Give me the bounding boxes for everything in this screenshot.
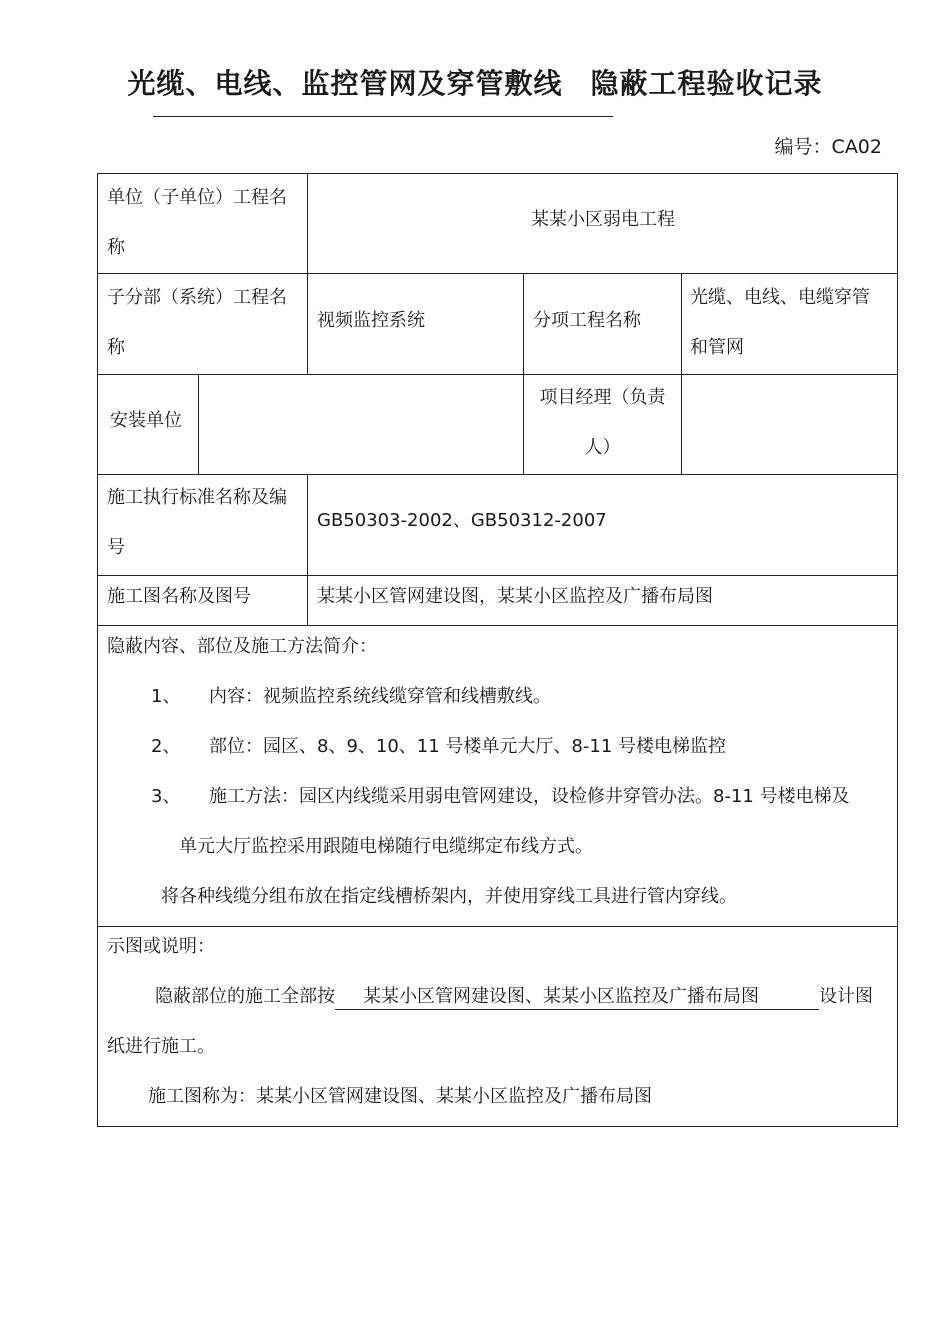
- document-title: [0, 62, 950, 102]
- title-underline: [153, 116, 613, 117]
- unit-project-name-label: 单位（子单位）工程名 称: [107, 187, 287, 258]
- drawing-name-label: 施工图名称及图号: [107, 586, 251, 607]
- hidden-works-item: 1、 内容：视频监控系统线缆穿管和线槽敷线。: [151, 686, 551, 707]
- title-right: 隐蔽工程验收记录: [590, 67, 823, 100]
- subsystem-project-name-value: 视频监控系统: [317, 310, 425, 331]
- standard-name-label: 施工执行标准名称及编 号: [107, 487, 287, 558]
- standard-name-value: GB50303-2002、GB50312-2007: [317, 510, 607, 531]
- installer-label: 安装单位: [110, 410, 182, 431]
- notes-heading: 示图或说明：: [107, 936, 215, 957]
- table-border-right: [897, 173, 898, 1127]
- item-project-name-label: 分项工程名称: [533, 310, 641, 331]
- hidden-works-item: 2、 部位：园区、8、9、10、11 号楼单元大厅、8-11 号楼电梯监控: [151, 736, 727, 757]
- record-code: 编号：CA02: [774, 136, 882, 158]
- title-left: 光缆、电线、监控管网及穿管敷线: [127, 67, 563, 100]
- table-border-bottom: [97, 1126, 898, 1127]
- hidden-works-extra: 将各种线缆分组布放在指定线槽桥架内，并使用穿线工具进行管内穿线。: [161, 886, 737, 907]
- hidden-works-item: 3、 施工方法：园区内线缆采用弱电管网建设，设检修井穿管办法。8-11 号楼电梯及: [151, 786, 850, 807]
- item-project-name-value: 光缆、电线、电缆穿管 和管网: [690, 287, 870, 358]
- unit-project-name-value: 某某小区弱电工程: [531, 209, 675, 230]
- drawing-name-value: 某某小区管网建设图，某某小区监控及广播布局图: [317, 586, 713, 607]
- hidden-works-item-continued: 单元大厅监控采用跟随电梯随行电缆绑定布线方式。: [179, 836, 593, 857]
- drawing-fill-in: 某某小区管网建设图、某某小区监控及广播布局图: [335, 985, 819, 1010]
- row-divider: [97, 926, 898, 927]
- table-border-left: [97, 173, 98, 1127]
- record-table: [97, 173, 898, 1127]
- row-divider: [97, 374, 898, 375]
- project-manager-label: 项目经理（负责 人）: [539, 387, 666, 458]
- notes-line-1: 隐蔽部位的施工全部按 某某小区管网建设图、某某小区监控及广播布局图 设计图: [155, 972, 873, 1022]
- notes-line-2: 纸进行施工。: [107, 1036, 215, 1057]
- col-divider: [681, 273, 682, 474]
- notes-line-3: 施工图称为：某某小区管网建设图、某某小区监控及广播布局图: [148, 1086, 652, 1107]
- col-divider: [198, 374, 199, 474]
- subsystem-project-name-label: 子分部（系统）工程名 称: [107, 287, 287, 358]
- hidden-works-heading: 隐蔽内容、部位及施工方法简介：: [107, 636, 377, 657]
- col-divider: [307, 474, 308, 625]
